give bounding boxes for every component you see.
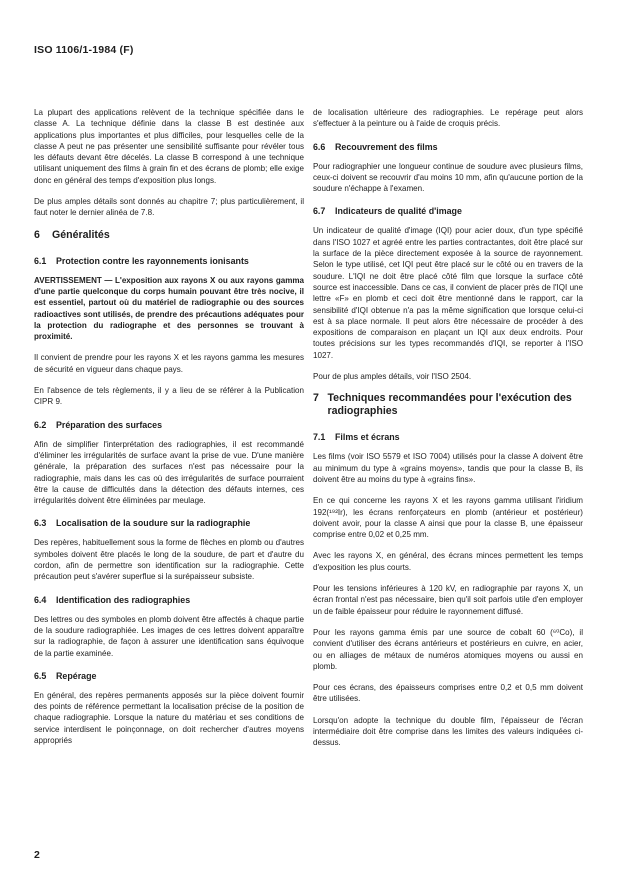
right-column (313, 107, 583, 759)
paragraph: De plus amples détails sont donnés au chapitre 7; plus particulièrement, il faut noter le dernier alinéa de 7.8. (34, 197, 304, 218)
paragraph: Les films (voir ISO 5579 et ISO 7004) utilisés pour la classe A doivent être au minimum du type à «grains moyens», tandis que pour la classe B, ils doivent être au moins du type à «grains fins». (313, 452, 583, 484)
left-column (34, 107, 304, 756)
subsection-heading-6-5 (34, 671, 304, 682)
section-title: Techniques recommandées pour l'exécution des radiographies (327, 392, 572, 418)
paragraph: Pour ces écrans, des épaisseurs comprises entre 0,2 et 0,5 mm doivent être utilisées. (313, 683, 583, 704)
paragraph: Afin de simplifier l'interprétation des radiographies, il est recommandé d'éliminer les irrégularités de surface avant la prise de vue. D'une manière générale, la préparation des surfaces n'est pas nécessaire pour la radiographie, mais dans les cas où des irrégularités de surface pourraient être la cause de difficultés dans la détection des défauts internes, ces irrégularités doivent être éliminées par meulage. (34, 439, 304, 506)
section-number: 6 (34, 228, 40, 241)
paragraph: En l'absence de tels règlements, il y a lieu de se référer à la Publication CIPR 9. (34, 386, 304, 407)
subsection-title: Préparation des surfaces (56, 419, 163, 430)
paragraph: Pour les tensions inférieures à 120 kV, en radiographie par rayons X, un écran frontal n'est pas nécessaire, bien qu'il soit parfois utile d'en employer un de faible épaisseur pour réduire le rayonnement diffusé. (313, 584, 583, 616)
subsection-heading-6-2 (34, 420, 304, 431)
paragraph: Pour de plus amples détails, voir l'ISO 2504. (313, 372, 472, 382)
section-title: Généralités (52, 228, 110, 241)
subsection-heading-6-4 (34, 595, 304, 606)
paragraph: Lorsqu'on adopte la technique du double film, l'épaisseur de l'écran intermédiaire doit être comprise dans les limites des valeurs indiquées ci-dessus. (313, 715, 583, 748)
section-heading-7 (313, 392, 583, 418)
subsection-title: Identification des radiographies (56, 594, 191, 605)
subsection-number: 6.5 (34, 670, 47, 681)
paragraph: En ce qui concerne les rayons X et les rayons gamma utilisant l'iridium 192(¹⁹²Ir), les écrans renforçateurs en plomb (antérieur et postérieur) doivent avoir, pour la classe A ainsi que pour la classe B, une épaisseur comprise entre 0,02 et 0,25 mm. (313, 496, 583, 540)
paragraph: Pour les rayons gamma émis par une source de cobalt 60 (⁶⁰Co), il convient d'utiliser des écrans antérieurs et postérieurs en cuivre, en acier, ou en alliages de métaux de numéros atomiques moyens ou aussi en plomb. (313, 627, 583, 671)
subsection-heading-7-1 (313, 432, 583, 443)
subsection-number: 6.7 (313, 206, 326, 217)
paragraph: Pour radiographier une longueur continue de soudure avec plusieurs films, ceux-ci doivent se recouvrir d'au moins 10 mm, afin qu'aucune portion de la soudure n'échappe à l'examen. (313, 161, 583, 194)
document-header: ISO 1106/1-1984 (F) (34, 44, 134, 56)
paragraph: En général, des repères permanents apposés sur la pièce doivent fournir des points de référence permettant la localisation précise de la position de chaque radiographie. Lorsque la nature du matériau et ses conditions de service interdisent le poinçonnage, on doit rechercher d'autres moyens appropriés (34, 690, 304, 745)
subsection-heading-6-7 (313, 206, 583, 217)
section-heading-6 (34, 229, 304, 242)
page-number: 2 (34, 849, 40, 861)
subsection-title: Protection contre les rayonnements ionisants (56, 255, 249, 266)
subsection-title: Indicateurs de qualité d'image (335, 206, 462, 217)
subsection-heading-6-3 (34, 518, 304, 529)
warning-paragraph: AVERTISSEMENT — L'exposition aux rayons X ou aux rayons gamma d'une partie quelconque du corps humain pouvant être très nocive, il est essentiel, partout où du matériel de radiographie ou des sources radioactives sont utilisés, de prendre des précautions adéquates pour la protection du radiographe et des personnes se trouvant à proximité. (34, 275, 304, 342)
subsection-number: 6.4 (34, 594, 47, 605)
subsection-title: Repérage (56, 670, 97, 681)
subsection-heading-6-1 (34, 256, 304, 267)
paragraph: Des repères, habituellement sous la forme de flèches en plomb ou d'autres symboles doivent être placés le long de la soudure, de part et d'autre du cordon, afin de permettre son identification sur la radiographie. Cette précaution peut s'avérer superflue si la surépaisseur subsiste. (34, 538, 304, 582)
subsection-number: 6.2 (34, 419, 47, 430)
paragraph: Avec les rayons X, en général, des écrans minces permettent les temps d'exposition les plus courts. (313, 551, 583, 572)
paragraph: de localisation ultérieure des radiographies. Le repérage peut alors s'effectuer à la peinture ou à l'aide de croquis précis. (313, 108, 583, 129)
subsection-number: 6.3 (34, 518, 47, 529)
subsection-heading-6-6 (313, 142, 583, 153)
paragraph: Un indicateur de qualité d'image (IQI) pour acier doux, d'un type spécifié dans l'ISO 1027 et agréé entre les parties contractantes, doit être placé sur la surface de la pièce directement exposée à la source de rayonnement. Selon le type utilisé, cet IQI peut être placé sur le côté ou en travers de la soudure. L'IQI ne doit être placé côté film que lorsque la surface côté source est inaccessible. Dans ce cas, il convient de placer près de l'IQI une lettre «F» en plomb et ceci doit être mentionné dans le rapport, car la sensibilité d'IQI obtenue n'a pas la même signification que lorsque celui-ci est à sa place normale. Il peut alors être nécessaire de procéder à des expositions de comparaison en plaçant un IQI aux deux endroits. Pour toutes précisions sur les types recommandés d'IQI, se reporter à l'ISO 1027. (313, 226, 583, 360)
subsection-title: Recouvrement des films (335, 141, 438, 152)
subsection-number: 7.1 (313, 432, 326, 443)
subsection-title: Localisation de la soudure sur la radiographie (56, 518, 251, 529)
section-number: 7 (313, 392, 319, 405)
paragraph: Des lettres ou des symboles en plomb doivent être affectés à chaque partie de la soudure radiographiée. Les images de ces lettres doivent apparaître sur la radiographie, de façon à assurer une identification sans équivoque de la partie examinée. (34, 614, 304, 658)
paragraph: Il convient de prendre pour les rayons X et les rayons gamma les mesures de sécurité en vigueur dans chaque pays. (34, 353, 304, 374)
subsection-number: 6.6 (313, 141, 326, 152)
subsection-title: Films et écrans (335, 432, 400, 443)
subsection-number: 6.1 (34, 255, 47, 266)
paragraph: La plupart des applications relèvent de la technique spécifiée dans le classe A. La technique définie dans la classe B est destinée aux applications plus importantes et plus difficiles, pour lesquelles celle de la classe A peut ne pas présenter une sensibilité suffisante pour révéler tous les défauts devant être décelés. La classe B correspond à une technique utilisant uniquement des films à grain fin et des écrans de plomb; elle exige donc en général des temps d'exposition plus longs. (34, 108, 304, 185)
